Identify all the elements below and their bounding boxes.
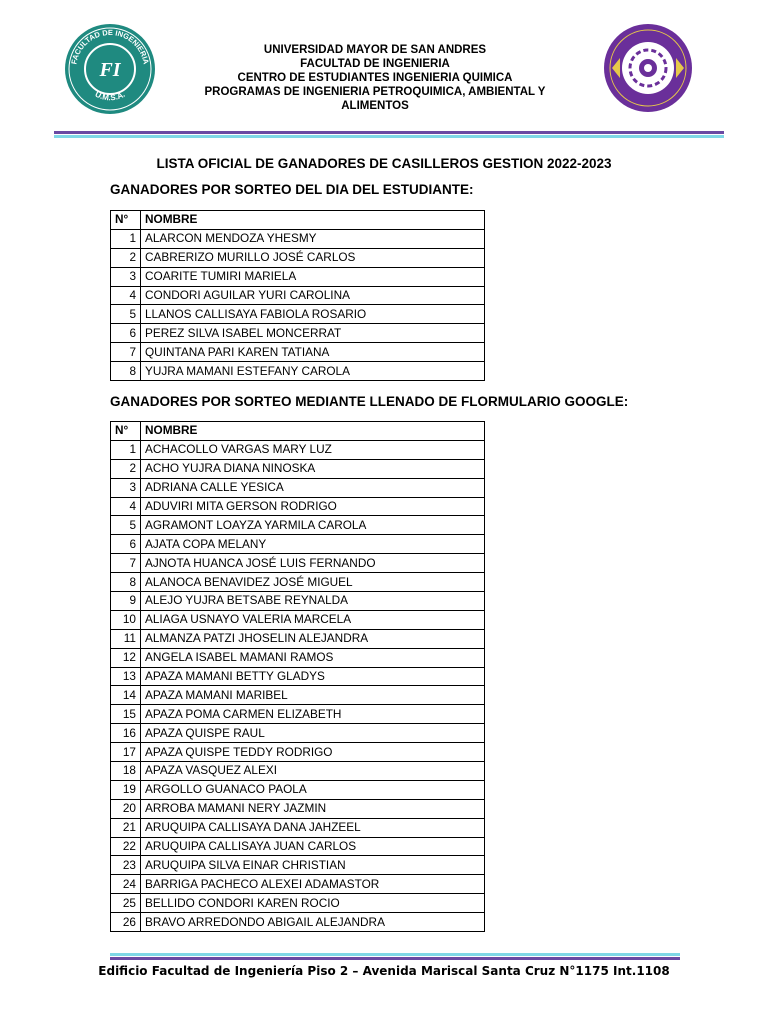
table-row bbox=[111, 573, 485, 592]
row-name: CABRERIZO MURILLO JOSÉ CARLOS bbox=[141, 248, 485, 267]
row-number: 23 bbox=[111, 856, 141, 875]
row-number: 4 bbox=[111, 497, 141, 516]
logo-left-bottom-text: U.M.S.A. bbox=[93, 89, 127, 103]
row-number: 6 bbox=[111, 535, 141, 554]
row-name: ARUQUIPA SILVA EINAR CHRISTIAN bbox=[141, 856, 485, 875]
row-number: 7 bbox=[111, 554, 141, 573]
row-name: ANGELA ISABEL MAMANI RAMOS bbox=[141, 648, 485, 667]
row-name: ALANOCA BENAVIDEZ JOSÉ MIGUEL bbox=[141, 573, 485, 592]
table-row bbox=[111, 497, 485, 516]
table-row bbox=[111, 913, 485, 932]
row-number: 2 bbox=[111, 248, 141, 267]
row-name: APAZA MAMANI MARIBEL bbox=[141, 686, 485, 705]
table-row bbox=[111, 724, 485, 743]
table-row bbox=[111, 592, 485, 611]
row-number: 3 bbox=[111, 267, 141, 286]
row-number: 26 bbox=[111, 913, 141, 932]
table-header-row bbox=[111, 422, 485, 441]
section1-title: GANADORES POR SORTEO DEL DIA DEL ESTUDIANTE: bbox=[110, 182, 474, 197]
column-header-number: N° bbox=[111, 422, 141, 441]
footer-divider-cyan bbox=[110, 953, 680, 956]
row-name: CONDORI AGUILAR YURI CAROLINA bbox=[141, 286, 485, 305]
table-row bbox=[111, 248, 485, 267]
row-number: 25 bbox=[111, 894, 141, 913]
winners-table-1 bbox=[110, 210, 485, 381]
table-row bbox=[111, 305, 485, 324]
row-number: 14 bbox=[111, 686, 141, 705]
row-name: APAZA POMA CARMEN ELIZABETH bbox=[141, 705, 485, 724]
header-university: UNIVERSIDAD MAYOR DE SAN ANDRES bbox=[263, 44, 487, 56]
table-row bbox=[111, 705, 485, 724]
table-row bbox=[111, 780, 485, 799]
row-name: ADUVIRI MITA GERSON RODRIGO bbox=[141, 497, 485, 516]
table-row bbox=[111, 286, 485, 305]
row-number: 1 bbox=[111, 440, 141, 459]
row-name: BELLIDO CONDORI KAREN ROCIO bbox=[141, 894, 485, 913]
row-number: 6 bbox=[111, 324, 141, 343]
document-header bbox=[175, 43, 575, 113]
row-number: 24 bbox=[111, 875, 141, 894]
header-faculty: FACULTAD DE INGENIERIA bbox=[300, 58, 450, 70]
row-number: 10 bbox=[111, 610, 141, 629]
table-row bbox=[111, 478, 485, 497]
header-divider-cyan bbox=[54, 135, 724, 138]
table-row bbox=[111, 459, 485, 478]
table-row bbox=[111, 686, 485, 705]
row-number: 13 bbox=[111, 667, 141, 686]
row-name: ARUQUIPA CALLISAYA DANA JAHZEEL bbox=[141, 818, 485, 837]
header-programs: PROGRAMAS DE INGENIERIA PETROQUIMICA, AMBIENTAL Y bbox=[204, 86, 546, 98]
row-number: 1 bbox=[111, 229, 141, 248]
row-name: AGRAMONT LOAYZA YARMILA CAROLA bbox=[141, 516, 485, 535]
section2-title: GANADORES POR SORTEO MEDIANTE LLENADO DE FLORMULARIO GOOGLE: bbox=[110, 394, 629, 409]
table-row bbox=[111, 554, 485, 573]
row-name: BRAVO ARREDONDO ABIGAIL ALEJANDRA bbox=[141, 913, 485, 932]
table-row bbox=[111, 894, 485, 913]
logo-left-center-text: FI bbox=[99, 59, 121, 81]
header-center: CENTRO DE ESTUDIANTES INGENIERIA QUIMICA bbox=[237, 72, 513, 84]
row-number: 17 bbox=[111, 743, 141, 762]
logo-left-top-text: FACULTAD DE INGENIERIA bbox=[69, 27, 151, 66]
table-row bbox=[111, 516, 485, 535]
row-name: ALARCON MENDOZA YHESMY bbox=[141, 229, 485, 248]
row-name: ADRIANA CALLE YESICA bbox=[141, 478, 485, 497]
row-name: APAZA QUISPE RAUL bbox=[141, 724, 485, 743]
row-number: 8 bbox=[111, 573, 141, 592]
header-divider-purple bbox=[54, 131, 724, 134]
table-row bbox=[111, 343, 485, 362]
table-row bbox=[111, 837, 485, 856]
row-name: ARGOLLO GUANACO PAOLA bbox=[141, 780, 485, 799]
row-name: ARROBA MAMANI NERY JAZMIN bbox=[141, 799, 485, 818]
row-name: APAZA MAMANI BETTY GLADYS bbox=[141, 667, 485, 686]
row-name: BARRIGA PACHECO ALEXEI ADAMASTOR bbox=[141, 875, 485, 894]
footer-divider-purple bbox=[110, 957, 680, 960]
table-row bbox=[111, 667, 485, 686]
row-name: ACHO YUJRA DIANA NINOSKA bbox=[141, 459, 485, 478]
row-number: 2 bbox=[111, 459, 141, 478]
table-row bbox=[111, 856, 485, 875]
row-name: YUJRA MAMANI ESTEFANY CAROLA bbox=[141, 362, 485, 381]
table-row bbox=[111, 875, 485, 894]
row-name: APAZA VASQUEZ ALEXI bbox=[141, 762, 485, 781]
row-number: 8 bbox=[111, 362, 141, 381]
row-name: QUINTANA PARI KAREN TATIANA bbox=[141, 343, 485, 362]
table-row bbox=[111, 324, 485, 343]
row-number: 19 bbox=[111, 780, 141, 799]
row-number: 16 bbox=[111, 724, 141, 743]
row-number: 5 bbox=[111, 305, 141, 324]
row-name: ALEJO YUJRA BETSABE REYNALDA bbox=[141, 592, 485, 611]
table-row bbox=[111, 799, 485, 818]
column-header-name: NOMBRE bbox=[141, 422, 485, 441]
row-name: ALIAGA USNAYO VALERIA MARCELA bbox=[141, 610, 485, 629]
row-number: 21 bbox=[111, 818, 141, 837]
table-row bbox=[111, 229, 485, 248]
row-number: 7 bbox=[111, 343, 141, 362]
row-number: 18 bbox=[111, 762, 141, 781]
table-row bbox=[111, 648, 485, 667]
row-name: PEREZ SILVA ISABEL MONCERRAT bbox=[141, 324, 485, 343]
row-name: LLANOS CALLISAYA FABIOLA ROSARIO bbox=[141, 305, 485, 324]
table-row bbox=[111, 362, 485, 381]
row-number: 11 bbox=[111, 629, 141, 648]
column-header-number: N° bbox=[111, 211, 141, 230]
row-name: APAZA QUISPE TEDDY RODRIGO bbox=[141, 743, 485, 762]
row-name: ALMANZA PATZI JHOSELIN ALEJANDRA bbox=[141, 629, 485, 648]
row-number: 3 bbox=[111, 478, 141, 497]
table-row bbox=[111, 818, 485, 837]
row-name: ACHACOLLO VARGAS MARY LUZ bbox=[141, 440, 485, 459]
row-number: 15 bbox=[111, 705, 141, 724]
faculty-logo bbox=[62, 23, 158, 115]
row-number: 5 bbox=[111, 516, 141, 535]
table-row bbox=[111, 440, 485, 459]
row-number: 12 bbox=[111, 648, 141, 667]
winners-table-2 bbox=[110, 421, 485, 932]
row-number: 4 bbox=[111, 286, 141, 305]
table-row bbox=[111, 535, 485, 554]
row-name: COARITE TUMIRI MARIELA bbox=[141, 267, 485, 286]
table-row bbox=[111, 267, 485, 286]
row-name: AJATA COPA MELANY bbox=[141, 535, 485, 554]
table-row bbox=[111, 762, 485, 781]
document-title: LISTA OFICIAL DE GANADORES DE CASILLEROS GESTION 2022-2023 bbox=[156, 156, 612, 171]
row-name: ARUQUIPA CALLISAYA JUAN CARLOS bbox=[141, 837, 485, 856]
table-row bbox=[111, 743, 485, 762]
row-name: AJNOTA HUANCA JOSÉ LUIS FERNANDO bbox=[141, 554, 485, 573]
row-number: 9 bbox=[111, 592, 141, 611]
table-header-row bbox=[111, 211, 485, 230]
row-number: 22 bbox=[111, 837, 141, 856]
student-center-logo bbox=[600, 23, 696, 113]
table-row bbox=[111, 629, 485, 648]
footer-address: Edificio Facultad de Ingeniería Piso 2 – Avenida Mariscal Santa Cruz N°1175 Int.1108 bbox=[98, 964, 670, 978]
table-row bbox=[111, 610, 485, 629]
column-header-name: NOMBRE bbox=[141, 211, 485, 230]
header-programs-cont: ALIMENTOS bbox=[341, 100, 409, 112]
row-number: 20 bbox=[111, 799, 141, 818]
